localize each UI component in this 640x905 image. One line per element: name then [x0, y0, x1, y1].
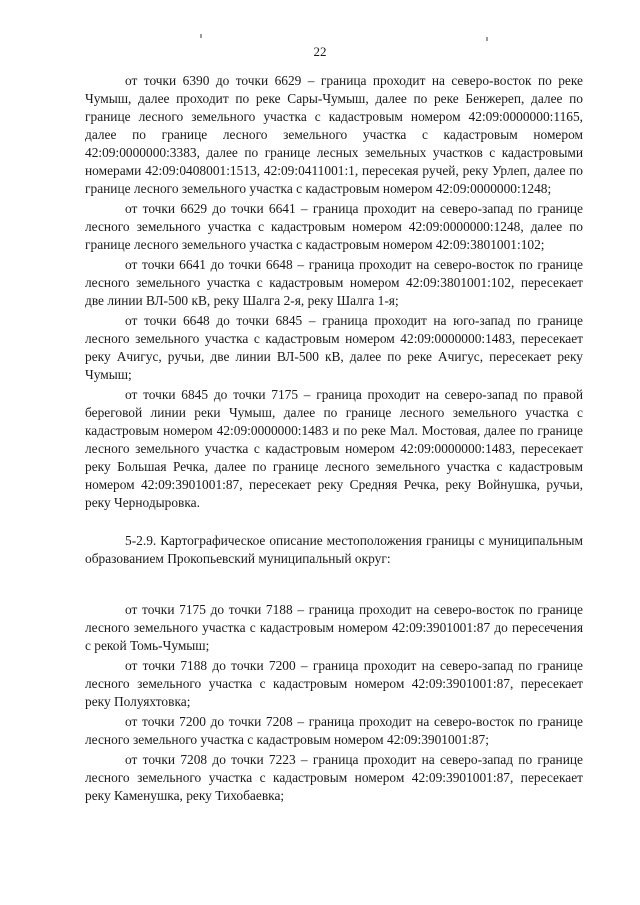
- section-spacer: [85, 581, 583, 601]
- section-heading: 5-2.9. Картографическое описание местоположения границы с муниципальным образованием Прокопьевский муниципальный округ:: [85, 533, 583, 566]
- boundary-paragraph: от точки 6845 до точки 7175 – граница проходит на северо-запад по правой береговой линии реки Чумыш, далее по границе лесного земельного участка с кадастровым номером 42:09:0000000:1483 и по реке Мал. Мостовая, далее по границе лесного земельного участка с кадастровым номером 42:09:0000000:1483, пересекает реку Большая Речка, далее по границе лесного земельного участка с кадастровым номером 42:09:3901001:87, пересекает реку Средняя Речка, реку Войнушка, ручьи, реку Чернодыровка.: [85, 387, 583, 510]
- boundary-paragraph: от точки 7208 до точки 7223 – граница проходит на северо-запад по границе лесного земельного участка с кадастровым номером 42:09:3901001:87, пересекает реку Каменушка, реку Тихобаевка;: [85, 752, 583, 804]
- boundary-paragraph: от точки 7188 до точки 7200 – граница проходит на северо-запад по границе лесного земельного участка с кадастровым номером 42:09:3901001:87, пересекает реку Полуяхтовка;: [85, 658, 583, 710]
- boundary-paragraph: от точки 6629 до точки 6641 – граница проходит на северо-запад по границе лесного земельного участка с кадастровым номером 42:09:0000000:1248, далее по границе лесного земельного участка с кадастровым номером 42:09:3801001:102;: [85, 201, 583, 252]
- page-number: 22: [313, 44, 327, 59]
- boundary-paragraph: от точки 6641 до точки 6648 – граница проходит на северо-восток по границе лесного земельного участка с кадастровым номером 42:09:3801001:102, пересекает две линии ВЛ-500 кВ, реку Шалга 2-я, реку Шалга 1-я;: [85, 257, 583, 308]
- boundary-paragraph: от точки 6390 до точки 6629 – граница проходит на северо-восток по реке Чумыш, далее проходит по реке Сары-Чумыш, далее по реке Бенжереп, далее по границе лесного земельного участка с кадастровым номером 42:09:0000000:1165, далее по границе лесного земельного участка с кадастровым номером 42:09:0000000:3383, далее по границе лесных земельных участков с кадастровыми номерами 42:09:0408001:1513, 42:09:0411001:1, пересекая ручей, реку Урлеп, далее по границе лесного земельного участка с кадастровым номером 42:09:0000000:1248;: [85, 73, 583, 196]
- boundary-paragraph: от точки 7200 до точки 7208 – граница проходит на северо-восток по границе лесного земельного участка с кадастровым номером 42:09:3901001:87;: [85, 714, 583, 748]
- document-body: [85, 72, 583, 805]
- boundary-paragraph: от точки 7175 до точки 7188 – граница проходит на северо-восток по границе лесного земельного участка с кадастровым номером 42:09:3901001:87 до пересечения с рекой Томь-Чумыш;: [85, 602, 583, 654]
- scan-mark: [200, 34, 202, 38]
- boundary-paragraph: от точки 6648 до точки 6845 – граница проходит на юго-запад по границе лесного земельного участка с кадастровым номером 42:09:0000000:1483, пересекает реку Ачигус, ручьи, две линии ВЛ-500 кВ, далее по реке Ачигус, пересекает реку Чумыш;: [85, 313, 583, 382]
- scan-mark: [486, 37, 488, 41]
